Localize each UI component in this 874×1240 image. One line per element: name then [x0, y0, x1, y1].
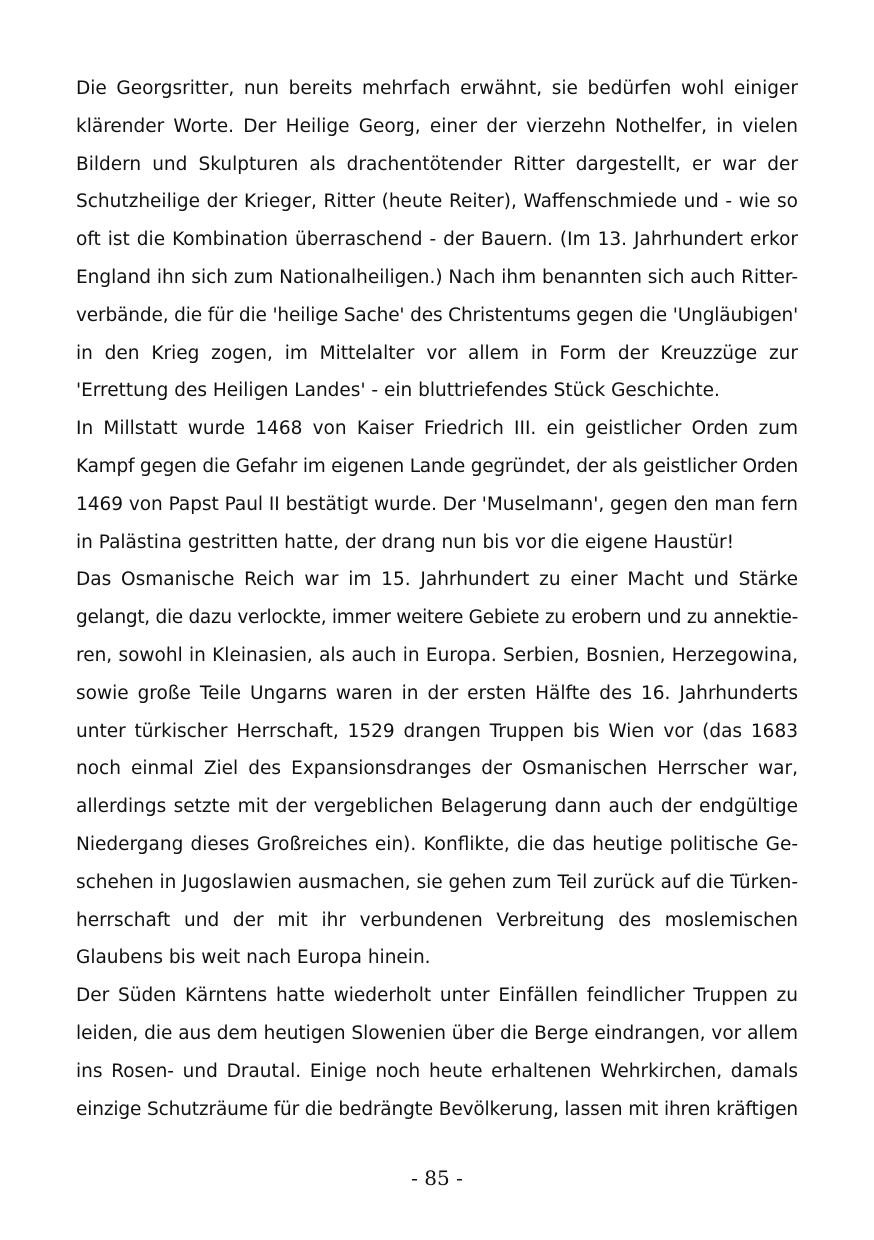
text-line: ren, sowohl in Kleinasien, als auch in Europa. Serbien, Bosnien, Herzegowina,	[76, 644, 798, 666]
page-number: - 85 -	[411, 1166, 463, 1190]
text-line: in Palästina gestritten hatte, der drang nun bis vor die eigene Haustür!	[76, 531, 735, 553]
paragraph-kaernten	[76, 977, 798, 1128]
text-line: In Millstatt wurde 1468 von Kaiser Friedrich III. ein geistlicher Orden zum	[76, 418, 798, 440]
text-line: allerdings setzte mit der vergeblichen Belagerung dann auch der endgültige	[76, 796, 798, 818]
text-line: Bildern und Skulpturen als drachentötender Ritter dargestellt, er war der	[76, 153, 798, 175]
text-line: einzige Schutzräume für die bedrängte Bevölkerung, lassen mit ihren kräftigen	[76, 1098, 798, 1120]
body-text	[76, 70, 798, 1128]
text-line: England ihn sich zum Nationalheiligen.) Nach ihm benannten sich auch Ritter-	[76, 266, 799, 288]
text-line: unter türkischer Herrschaft, 1529 drangen Truppen bis Wien vor (das 1683	[76, 720, 798, 742]
text-line: Glaubens bis weit nach Europa hinein.	[76, 947, 431, 969]
text-line: in den Krieg zogen, im Mittelalter vor allem in Form der Kreuzzüge zur	[76, 342, 798, 364]
text-line: Niedergang dieses Großreiches ein). Konflikte, die das heutige politische Ge-	[76, 833, 798, 855]
text-line: 'Errettung des Heiligen Landes' - ein bluttriefendes Stück Geschichte.	[76, 380, 720, 402]
text-line: herrschaft und der mit ihr verbundenen Verbreitung des moslemischen	[76, 909, 798, 931]
text-line: noch einmal Ziel des Expansionsdranges der Osmanischen Herrscher war,	[76, 758, 798, 780]
text-line: Die Georgsritter, nun bereits mehrfach erwähnt, sie bedürfen wohl einiger	[76, 78, 798, 99]
text-line: leiden, die aus dem heutigen Slowenien über die Berge eindrangen, vor allem	[76, 1022, 799, 1044]
text-line: Das Osmanische Reich war im 15. Jahrhundert zu einer Macht und Stärke	[76, 569, 798, 591]
text-line: ins Rosen- und Drautal. Einige noch heute erhaltenen Wehrkirchen, damals	[76, 1060, 798, 1082]
text-line: 1469 von Papst Paul II bestätigt wurde. Der 'Muselmann', gegen den man fern	[76, 493, 798, 515]
text-line: schehen in Jugoslawien ausmachen, sie gehen zum Teil zurück auf die Türken-	[76, 871, 798, 893]
text-line: oft ist die Kombination überraschend - der Bauern. (Im 13. Jahrhundert erkor	[76, 229, 798, 251]
text-line: sowie große Teile Ungarns waren in der ersten Hälfte des 16. Jahrhunderts	[76, 682, 798, 704]
text-line: Schutzheilige der Krieger, Ritter (heute Reiter), Waffenschmiede und - wie so	[76, 191, 798, 213]
text-line: Der Süden Kärntens hatte wiederholt unter Einfällen feindlicher Truppen zu	[76, 985, 798, 1007]
paragraph-osmanisches-reich	[76, 561, 798, 977]
text-line: klärender Worte. Der Heilige Georg, einer der vierzehn Nothelfer, in vielen	[76, 115, 798, 137]
text-line: Kampf gegen die Gefahr im eigenen Lande gegründet, der als geistlicher Orden	[76, 455, 799, 477]
paragraph-millstatt	[76, 410, 798, 561]
text-line: verbände, die für die 'heilige Sache' des Christentums gegen die 'Ungläubigen'	[76, 304, 799, 326]
paragraph-georgsritter	[76, 70, 798, 410]
text-line: gelangt, die dazu verlockte, immer weitere Gebiete zu erobern und zu annektie-	[76, 607, 799, 629]
